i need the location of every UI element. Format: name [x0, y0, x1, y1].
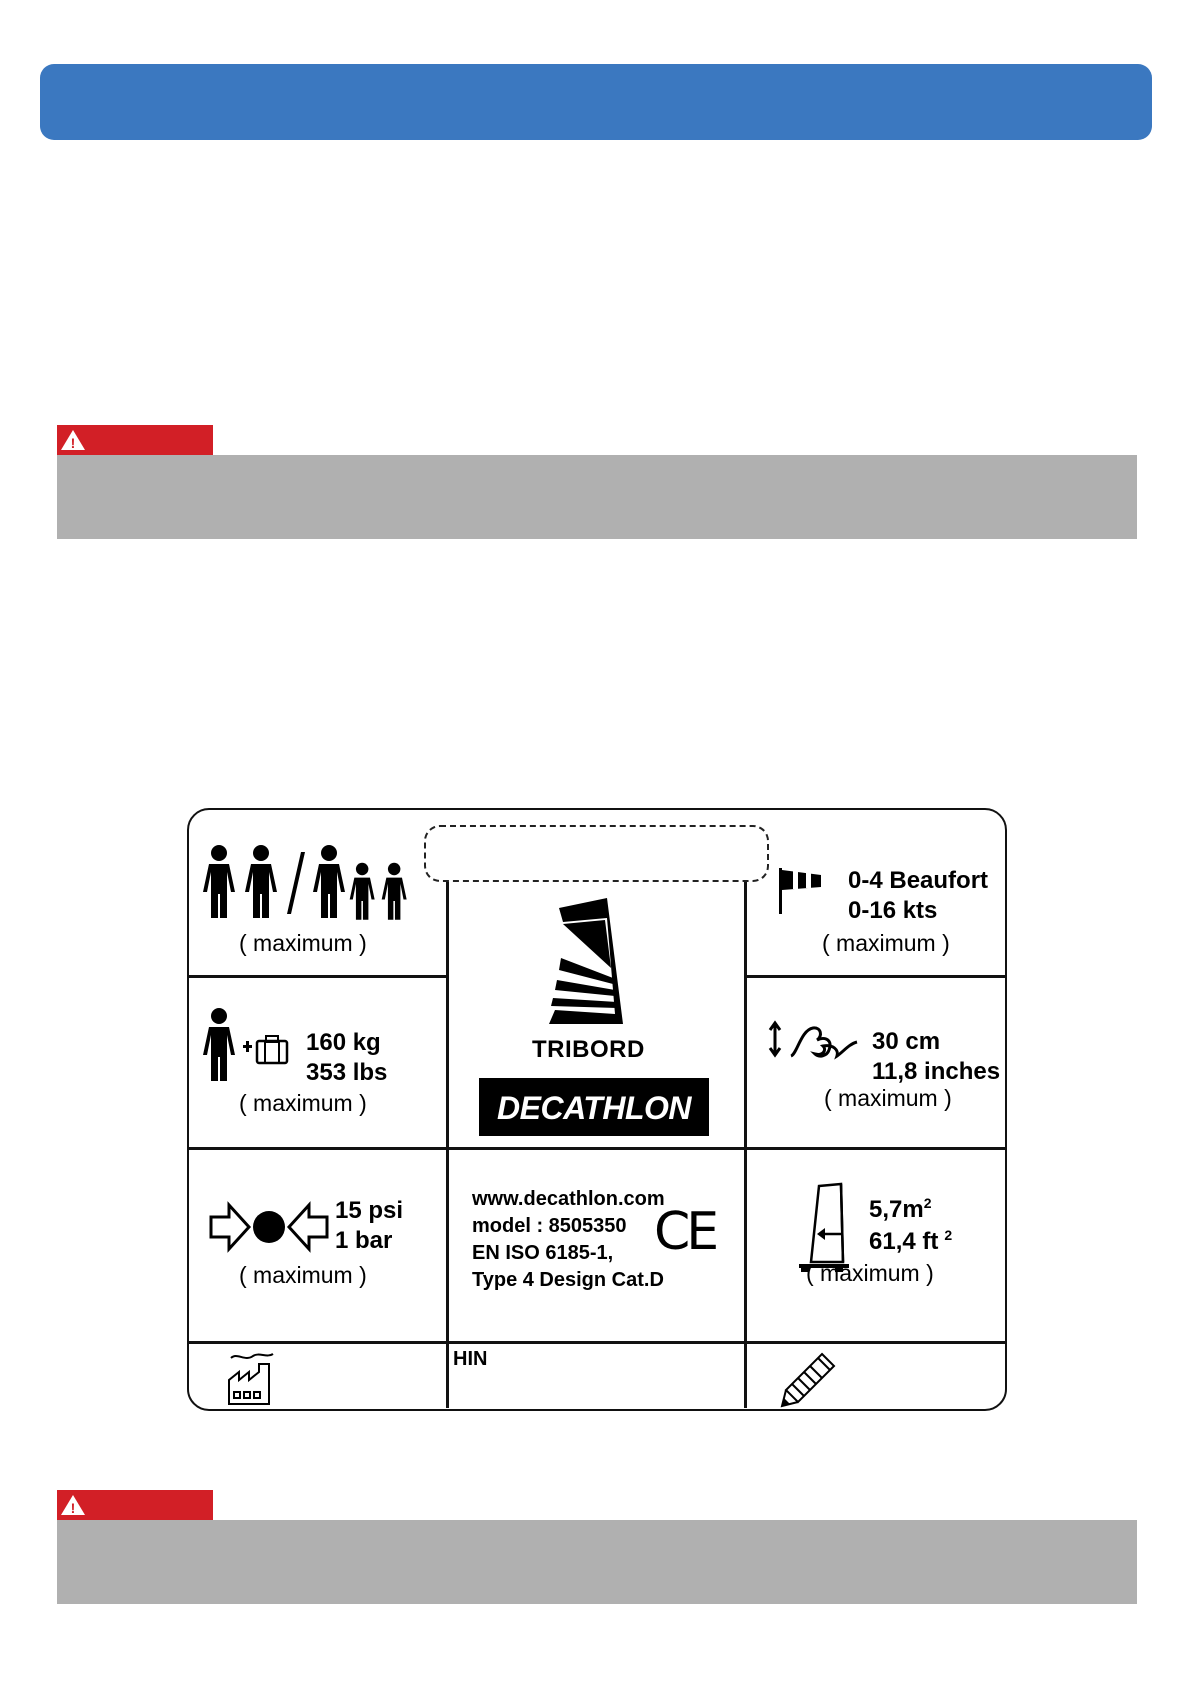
wave-height-icon: [767, 1020, 863, 1068]
load-note: ( maximum ): [239, 1090, 367, 1116]
decathlon-logo: [479, 1078, 709, 1136]
pressure-note: ( maximum ): [239, 1262, 367, 1288]
header-banner: [40, 64, 1152, 140]
wind-note: ( maximum ): [822, 930, 950, 956]
capacity-plate: [187, 808, 1007, 1411]
info-design-category: Type 4 Design Cat.D: [472, 1269, 664, 1291]
wave-cm: 30 cm: [872, 1028, 941, 1055]
divider: [446, 878, 449, 1408]
wave-note: ( maximum ): [824, 1085, 952, 1111]
divider: [189, 975, 447, 978]
warning-triangle-icon: [60, 429, 86, 451]
sail-note: ( maximum ): [806, 1260, 934, 1286]
factory-icon: [227, 1350, 277, 1406]
warning-tag: [57, 425, 213, 455]
warning-box: [57, 455, 1137, 539]
sail-area-m2: $5,7m^2$: [869, 1195, 932, 1223]
divider: [745, 975, 1007, 978]
decathlon-brand: DECATHLON: [497, 1090, 691, 1126]
warning-box: [57, 1520, 1137, 1604]
pressure-icon: [209, 1197, 329, 1257]
crew-note: ( maximum ): [239, 930, 367, 956]
info-model: model : 8505350: [472, 1215, 627, 1237]
persons-icon: [197, 844, 417, 924]
sail-area-ft2: 61,4 ft $^2$: [869, 1227, 953, 1255]
info-standard: EN ISO 6185-1,: [472, 1242, 614, 1264]
ce-mark: CE: [654, 1202, 716, 1262]
warning-triangle-icon: [60, 1494, 86, 1516]
wave-inches: 11,8 inches: [872, 1058, 1001, 1085]
svg-text:!: !: [70, 1500, 76, 1516]
pencil-icon: [780, 1350, 840, 1410]
hin-label: HIN: [453, 1348, 488, 1370]
svg-text:!: !: [70, 435, 76, 451]
person-luggage-icon: [199, 1007, 295, 1087]
warning-tag: [57, 1490, 213, 1520]
tribord-brand: TRIBORD: [532, 1036, 645, 1063]
pressure-psi: 15 psi: [335, 1197, 404, 1224]
divider: [189, 1341, 1007, 1344]
wind-beaufort: 0-4 Beaufort: [848, 867, 989, 894]
tribord-sail-logo: [545, 898, 645, 1028]
load-lbs: 353 lbs: [306, 1059, 388, 1086]
wind-knots: 0-16 kts: [848, 897, 938, 924]
divider: [189, 1147, 1007, 1150]
load-kg: 160 kg: [306, 1029, 381, 1056]
info-website: www.decathlon.com: [472, 1188, 665, 1210]
windsock-icon: [777, 866, 827, 916]
name-field: [424, 825, 769, 882]
pressure-bar: 1 bar: [335, 1227, 393, 1254]
divider: [744, 878, 747, 1408]
